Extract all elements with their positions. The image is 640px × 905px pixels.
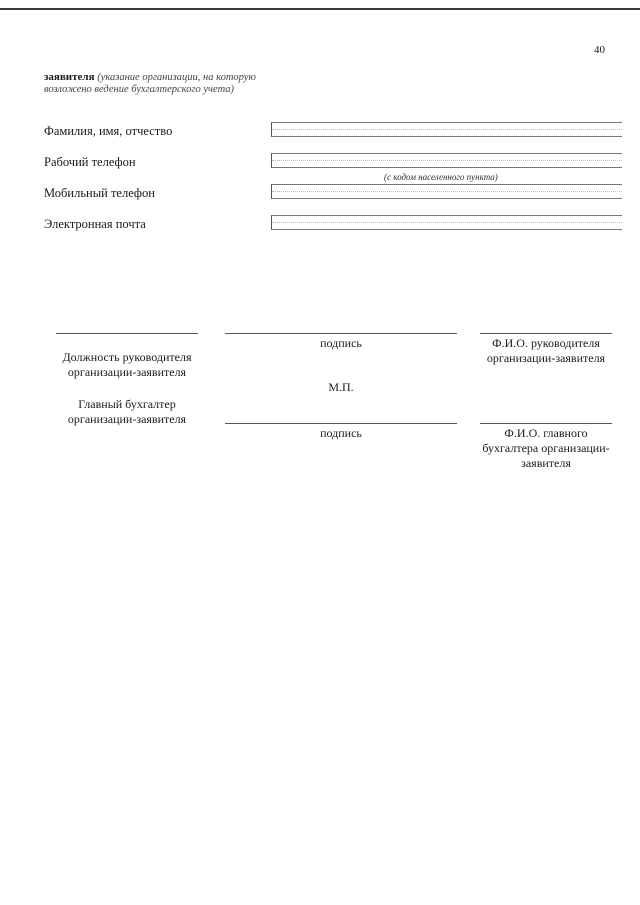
head-name-line[interactable] bbox=[480, 333, 612, 334]
field-label-full-name: Фамилия, имя, отчество bbox=[44, 124, 173, 138]
head-position-label: Должность руководителя организации-заявителя bbox=[62, 350, 192, 379]
applicant-header-bold: заявителя bbox=[44, 71, 95, 83]
field-label-email: Электронная почта bbox=[44, 217, 146, 231]
work-phone-note: (с кодом населенного пункта) bbox=[384, 172, 498, 182]
head-signature-line[interactable] bbox=[225, 333, 457, 334]
chief-accountant-signature-label: подпись bbox=[320, 426, 362, 440]
top-rule bbox=[0, 8, 640, 10]
chief-accountant-signature-line[interactable] bbox=[225, 423, 457, 424]
head-signature-label: подпись bbox=[320, 336, 362, 350]
field-label-mobile-phone: Мобильный телефон bbox=[44, 186, 155, 200]
mobile-phone-field[interactable] bbox=[271, 184, 622, 199]
applicant-header bbox=[44, 71, 259, 96]
chief-accountant-name-label: Ф.И.О. главного бухгалтера организации-заявителя bbox=[482, 426, 610, 470]
head-name-label: Ф.И.О. руководителя организации-заявителя bbox=[486, 336, 606, 365]
applicant-header-note: (указание организации, на которую возложено ведение бухгалтерского учета) bbox=[44, 72, 256, 95]
page-number: 40 bbox=[594, 44, 605, 56]
chief-accountant-name-line[interactable] bbox=[480, 423, 612, 424]
full-name-field[interactable] bbox=[271, 122, 622, 137]
chief-accountant-label: Главный бухгалтер организации-заявителя bbox=[67, 397, 187, 426]
work-phone-field[interactable] bbox=[271, 153, 622, 168]
stamp-label: М.П. bbox=[328, 380, 354, 394]
field-label-work-phone: Рабочий телефон bbox=[44, 155, 136, 169]
email-field[interactable] bbox=[271, 215, 622, 230]
head-position-line bbox=[56, 333, 198, 334]
